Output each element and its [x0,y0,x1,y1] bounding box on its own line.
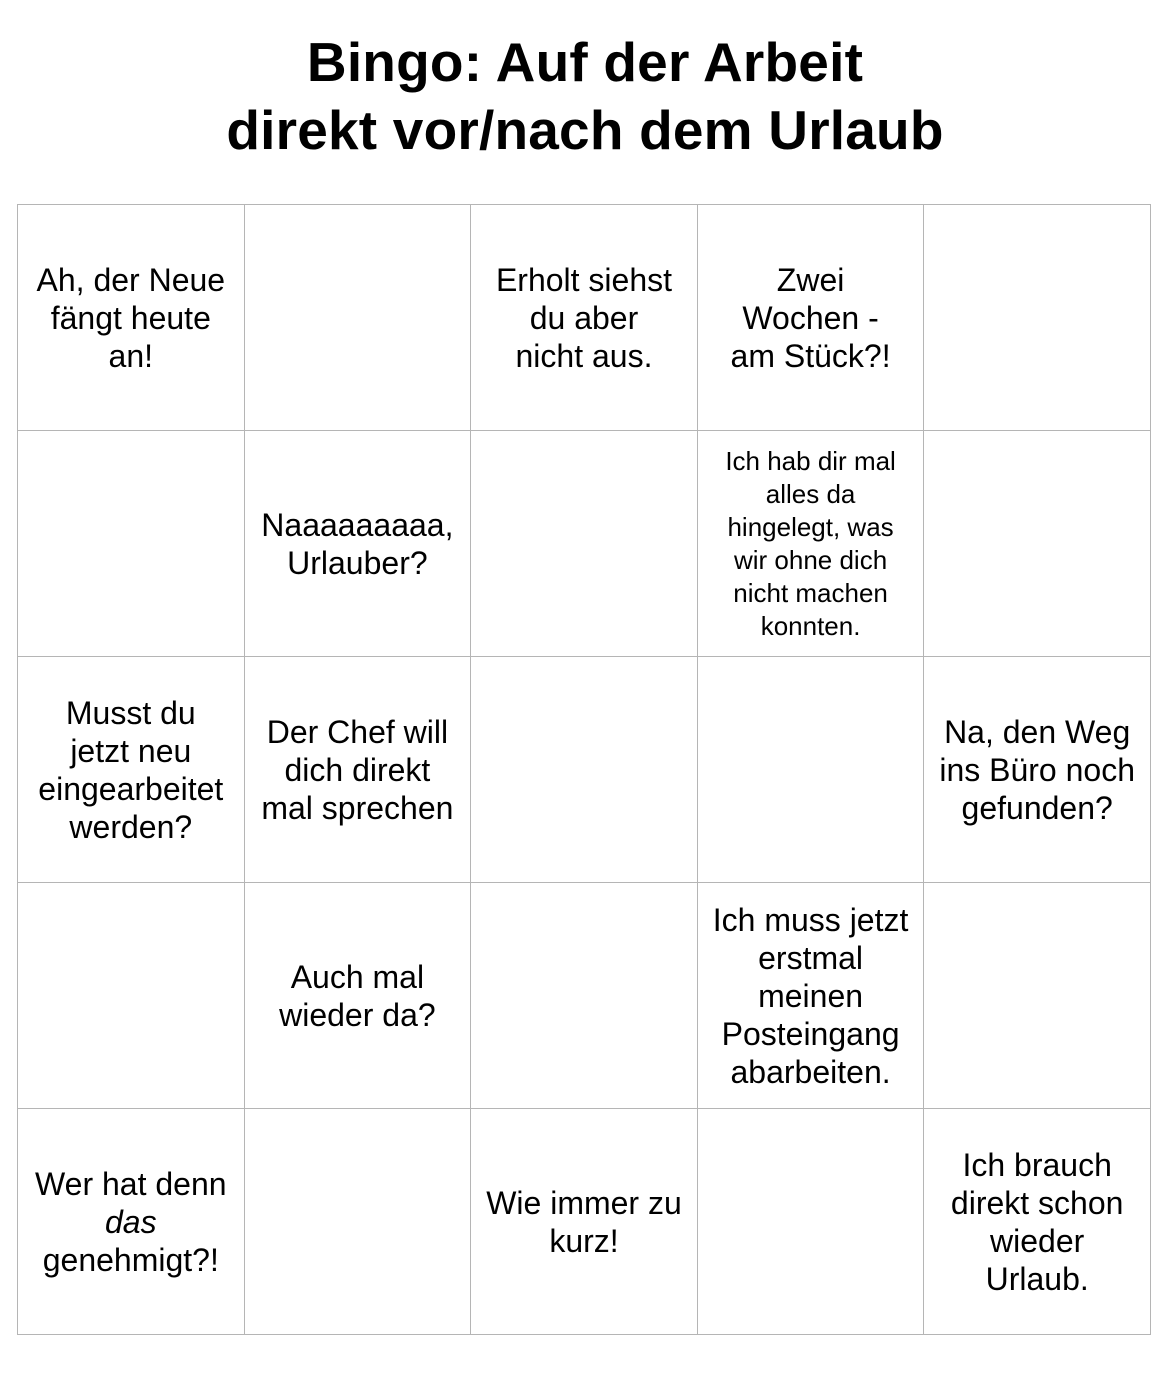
bingo-cell [471,431,698,657]
bingo-cell [698,205,925,431]
bingo-cell-line: Ah, der Neue [36,261,226,298]
title-line-2: direkt vor/nach dem Urlaub [226,99,944,161]
bingo-cell-line: hingelegt, was [727,511,894,542]
bingo-cell-line: kurz! [549,1222,619,1259]
bingo-cell-text [951,1146,1124,1298]
bingo-cell-line: das [105,1203,157,1240]
bingo-cell [471,205,698,431]
bingo-cell-line: gefunden? [961,789,1113,826]
bingo-cell-line: wieder [990,1222,1085,1259]
bingo-cell-text [939,713,1135,827]
bingo-cell-line: Ich hab dir mal [725,445,896,476]
bingo-cell [471,1109,698,1335]
bingo-cell [924,883,1151,1109]
bingo-cell-line: meinen [758,977,864,1014]
bingo-cell-line: Auch mal [290,958,425,995]
bingo-cell [245,431,472,657]
bingo-cell-line: eingearbeitet [38,770,224,807]
bingo-cell-line: Posteingang [721,1015,900,1052]
bingo-cell-line: dich direkt [284,751,431,788]
bingo-cell [18,431,245,657]
bingo-cell-line: Naaaaaaaaa, [261,506,454,543]
bingo-cell-line: fängt heute [50,299,211,336]
bingo-cell [245,1109,472,1335]
bingo-cell [471,883,698,1109]
bingo-cell [245,657,472,883]
bingo-cell-line: nicht aus. [515,337,653,374]
bingo-cell [924,1109,1151,1335]
bingo-cell-line: du aber [529,299,639,336]
bingo-cell-text [37,261,226,375]
bingo-cell [471,657,698,883]
bingo-cell-line: Wochen - [742,299,879,336]
bingo-cell [245,883,472,1109]
bingo-cell-text [261,713,453,827]
bingo-cell-line: erstmal [758,939,864,976]
bingo-cell-line: Der Chef will [266,713,449,750]
bingo-cell [18,205,245,431]
bingo-cell-text [279,958,436,1034]
bingo-cell-text [35,1165,227,1279]
bingo-cell [698,1109,925,1335]
bingo-cell [18,1109,245,1335]
bingo-cell-line: jetzt neu [70,732,192,769]
bingo-cell-line: Zwei [776,261,845,298]
bingo-cell [924,431,1151,657]
title-line-1: Bingo: Auf der Arbeit [306,31,864,93]
bingo-cell [245,205,472,431]
bingo-cell-text [496,261,672,375]
bingo-cell-text [725,445,896,643]
bingo-cell-line: Wer hat denn [35,1165,227,1202]
bingo-cell-line: Wie immer zu [486,1184,682,1221]
bingo-cell-line: Na, den Weg [944,713,1131,750]
bingo-cell-line: Ich brauch [962,1146,1112,1183]
bingo-cell-line: wieder da? [279,996,436,1033]
bingo-cell-text [486,1184,682,1260]
bingo-cell-line: genehmigt?! [42,1241,219,1278]
page-title [0,28,1170,164]
bingo-cell [698,883,925,1109]
bingo-cell-line: mal sprechen [261,789,454,826]
bingo-cell-text [261,506,453,582]
bingo-cell-line: am Stück?! [730,337,891,374]
bingo-cell [698,657,925,883]
bingo-cell-line: an! [108,337,154,374]
bingo-cell [698,431,925,657]
bingo-cell-line: Musst du [65,694,196,731]
bingo-cell-line: Ich muss jetzt [712,901,909,938]
bingo-cell-line: Urlaub. [985,1260,1089,1297]
bingo-cell-text [731,261,891,375]
bingo-cell [18,883,245,1109]
bingo-cell-line: wir ohne dich [733,544,888,575]
bingo-cell-line: direkt schon [950,1184,1124,1221]
bingo-grid [17,204,1151,1335]
bingo-cell-line: ins Büro noch [939,751,1135,788]
bingo-cell-line: Erholt siehst [495,261,673,298]
bingo-cell [18,657,245,883]
bingo-cell-line: Urlauber? [287,544,428,581]
bingo-cell [924,657,1151,883]
bingo-cell [924,205,1151,431]
bingo-cell-line: konnten. [760,610,861,641]
bingo-cell-line: nicht machen [733,577,888,608]
bingo-cell-line: alles da [765,478,856,509]
bingo-cell-line: abarbeiten. [730,1053,891,1090]
bingo-cell-line: werden? [69,808,193,845]
bingo-cell-text [38,694,223,846]
bingo-cell-text [713,901,909,1091]
